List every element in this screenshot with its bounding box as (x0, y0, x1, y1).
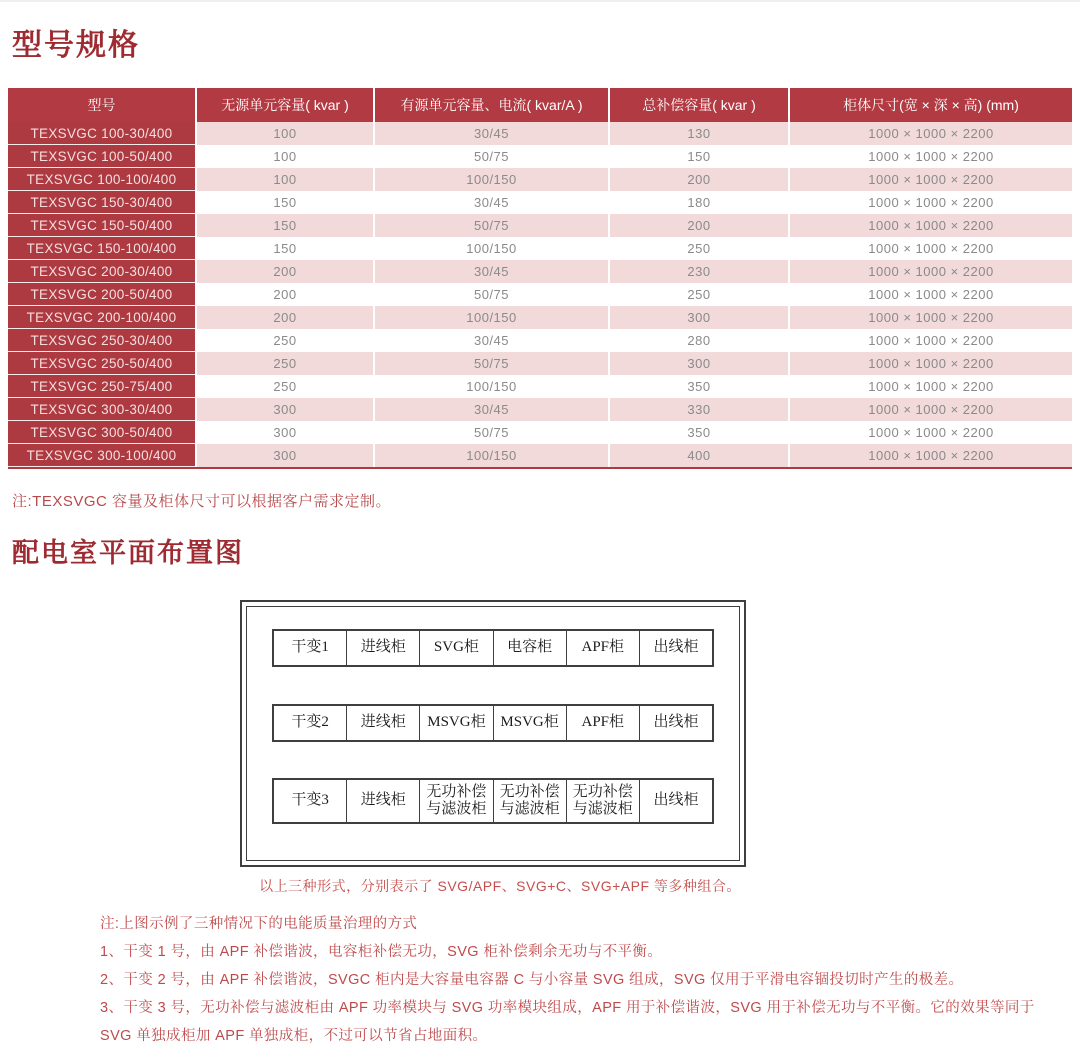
data-cell: 1000 × 1000 × 2200 (790, 375, 1072, 398)
data-cell: 1000 × 1000 × 2200 (790, 122, 1072, 145)
data-cell: 30/45 (375, 329, 608, 352)
table-row (8, 260, 1072, 283)
data-cell: 300 (197, 398, 373, 421)
diagram-cell: APF柜 (566, 631, 639, 665)
data-cell: 300 (610, 306, 788, 329)
diagram-caption: 以上三种形式，分别表示了 SVG/APF、SVG+C、SVG+APF 等多种组合。 (259, 878, 741, 894)
data-cell: 100 (197, 122, 373, 145)
data-cell: 300 (197, 444, 373, 467)
diagram-cell: 无功补偿与滤波柜 (566, 780, 639, 822)
diagram-row-2 (272, 704, 714, 742)
data-cell: 1000 × 1000 × 2200 (790, 444, 1072, 467)
table-row (8, 122, 1072, 145)
data-cell: 100/150 (375, 168, 608, 191)
model-cell: TEXSVGC 250-75/400 (8, 375, 195, 398)
data-cell: 1000 × 1000 × 2200 (790, 214, 1072, 237)
table-row (8, 306, 1072, 329)
notes (100, 910, 1035, 1050)
table-row (8, 352, 1072, 375)
spec-table-header (8, 88, 1072, 122)
diagram-cell: MSVG柜 (493, 706, 566, 740)
model-cell: TEXSVGC 100-30/400 (8, 122, 195, 145)
model-cell: TEXSVGC 250-30/400 (8, 329, 195, 352)
diagram-cell: 进线柜 (346, 706, 419, 740)
data-cell: 330 (610, 398, 788, 421)
note-line: 3、干变 3 号，无功补偿与滤波柜由 APF 功率模块与 SVG 功率模块组成，APF 用于补偿谐波，SVG 用于补偿无功与不平衡。它的效果等同于 (100, 1000, 1035, 1016)
data-cell: 100/150 (375, 375, 608, 398)
diagram-cell: APF柜 (566, 706, 639, 740)
table-row (8, 421, 1072, 444)
data-cell: 1000 × 1000 × 2200 (790, 145, 1072, 168)
table-row (8, 444, 1072, 467)
model-cell: TEXSVGC 200-30/400 (8, 260, 195, 283)
data-cell: 1000 × 1000 × 2200 (790, 306, 1072, 329)
data-cell: 100/150 (375, 237, 608, 260)
data-cell: 1000 × 1000 × 2200 (790, 421, 1072, 444)
data-cell: 150 (197, 191, 373, 214)
spec-table-body (8, 122, 1072, 467)
note-line: 注:上图示例了三种情况下的电能质量治理的方式 (100, 916, 418, 932)
diagram-cell: 干变3 (291, 792, 329, 809)
data-cell: 350 (610, 375, 788, 398)
model-cell: TEXSVGC 200-50/400 (8, 283, 195, 306)
diagram-cell: 无功补偿与滤波柜 (493, 780, 566, 822)
data-cell: 1000 × 1000 × 2200 (790, 283, 1072, 306)
data-cell: 200 (197, 283, 373, 306)
data-cell: 50/75 (375, 145, 608, 168)
data-cell: 280 (610, 329, 788, 352)
spec-table (8, 88, 1072, 469)
model-cell: TEXSVGC 150-50/400 (8, 214, 195, 237)
diagram-cell: 出线柜 (639, 631, 712, 665)
data-cell: 250 (197, 329, 373, 352)
data-cell: 350 (610, 421, 788, 444)
table-header-cell: 柜体尺寸(宽 × 深 × 高) (mm) (790, 88, 1072, 122)
table-header-cell: 型号 (8, 88, 195, 122)
model-cell: TEXSVGC 300-100/400 (8, 444, 195, 467)
data-cell: 200 (197, 306, 373, 329)
model-cell: TEXSVGC 200-100/400 (8, 306, 195, 329)
data-cell: 200 (610, 214, 788, 237)
data-cell: 100/150 (375, 444, 608, 467)
note-line: SVG 单独成柜加 APF 单独成柜，不过可以节省占地面积。 (100, 1028, 488, 1044)
model-cell: TEXSVGC 150-100/400 (8, 237, 195, 260)
table-header-cell: 总补偿容量( kvar ) (610, 88, 788, 122)
model-cell: TEXSVGC 300-30/400 (8, 398, 195, 421)
table-header-cell: 有源单元容量、电流( kvar/A ) (375, 88, 608, 122)
data-cell: 230 (610, 260, 788, 283)
diagram-row-1 (272, 629, 714, 667)
table-row (8, 329, 1072, 352)
diagram-cell: 出线柜 (639, 780, 712, 822)
data-cell: 50/75 (375, 352, 608, 375)
data-cell: 30/45 (375, 398, 608, 421)
model-cell: TEXSVGC 100-100/400 (8, 168, 195, 191)
table-row (8, 398, 1072, 421)
table-row (8, 168, 1072, 191)
model-cell: TEXSVGC 250-50/400 (8, 352, 195, 375)
data-cell: 30/45 (375, 122, 608, 145)
data-cell: 150 (197, 237, 373, 260)
data-cell: 200 (610, 168, 788, 191)
diagram-cell: SVG柜 (419, 631, 492, 665)
note-line: 1、干变 1 号，由 APF 补偿谐波，电容柜补偿无功，SVG 柜补偿剩余无功与不平衡。 (100, 944, 663, 960)
table-row (8, 214, 1072, 237)
data-cell: 1000 × 1000 × 2200 (790, 237, 1072, 260)
data-cell: 250 (197, 375, 373, 398)
data-cell: 100/150 (375, 306, 608, 329)
data-cell: 1000 × 1000 × 2200 (790, 329, 1072, 352)
diagram-cell: 进线柜 (346, 780, 419, 822)
data-cell: 180 (610, 191, 788, 214)
data-cell: 1000 × 1000 × 2200 (790, 191, 1072, 214)
diagram-cell: MSVG柜 (419, 706, 492, 740)
data-cell: 30/45 (375, 260, 608, 283)
spec-table-footnote: 注:TEXSVGC 容量及柜体尺寸可以根据客户需求定制。 (12, 493, 392, 510)
note-line: 2、干变 2 号，由 APF 补偿谐波，SVGC 柜内是大容量电容器 C 与小容量 SVG 组成，SVG 仅用于平滑电容锢投切时产生的极差。 (100, 972, 964, 988)
data-cell: 250 (610, 283, 788, 306)
data-cell: 1000 × 1000 × 2200 (790, 352, 1072, 375)
table-row (8, 375, 1072, 398)
data-cell: 100 (197, 168, 373, 191)
data-cell: 1000 × 1000 × 2200 (790, 168, 1072, 191)
data-cell: 50/75 (375, 283, 608, 306)
data-cell: 130 (610, 122, 788, 145)
data-cell: 100 (197, 145, 373, 168)
model-cell: TEXSVGC 100-50/400 (8, 145, 195, 168)
data-cell: 150 (197, 214, 373, 237)
data-cell: 1000 × 1000 × 2200 (790, 398, 1072, 421)
data-cell: 1000 × 1000 × 2200 (790, 260, 1072, 283)
data-cell: 30/45 (375, 191, 608, 214)
data-cell: 400 (610, 444, 788, 467)
data-cell: 300 (197, 421, 373, 444)
diagram-cell: 干变2 (291, 714, 329, 731)
layout-section-title: 配电室平面布置图 (12, 538, 244, 568)
data-cell: 300 (610, 352, 788, 375)
data-cell: 50/75 (375, 214, 608, 237)
layout-diagram (240, 600, 746, 867)
diagram-cell: 出线柜 (639, 706, 712, 740)
diagram-cell: 无功补偿与滤波柜 (419, 780, 492, 822)
table-row (8, 145, 1072, 168)
diagram-cell: 干变1 (291, 639, 329, 656)
page-top-divider (0, 0, 1080, 2)
models-section-title: 型号规格 (12, 29, 140, 62)
model-cell: TEXSVGC 300-50/400 (8, 421, 195, 444)
table-row (8, 191, 1072, 214)
data-cell: 250 (197, 352, 373, 375)
table-row (8, 283, 1072, 306)
table-row (8, 237, 1072, 260)
diagram-cell: 进线柜 (346, 631, 419, 665)
model-cell: TEXSVGC 150-30/400 (8, 191, 195, 214)
data-cell: 250 (610, 237, 788, 260)
diagram-cell: 电容柜 (493, 631, 566, 665)
diagram-row-3 (272, 778, 714, 824)
table-header-cell: 无源单元容量( kvar ) (197, 88, 373, 122)
data-cell: 200 (197, 260, 373, 283)
data-cell: 150 (610, 145, 788, 168)
data-cell: 50/75 (375, 421, 608, 444)
